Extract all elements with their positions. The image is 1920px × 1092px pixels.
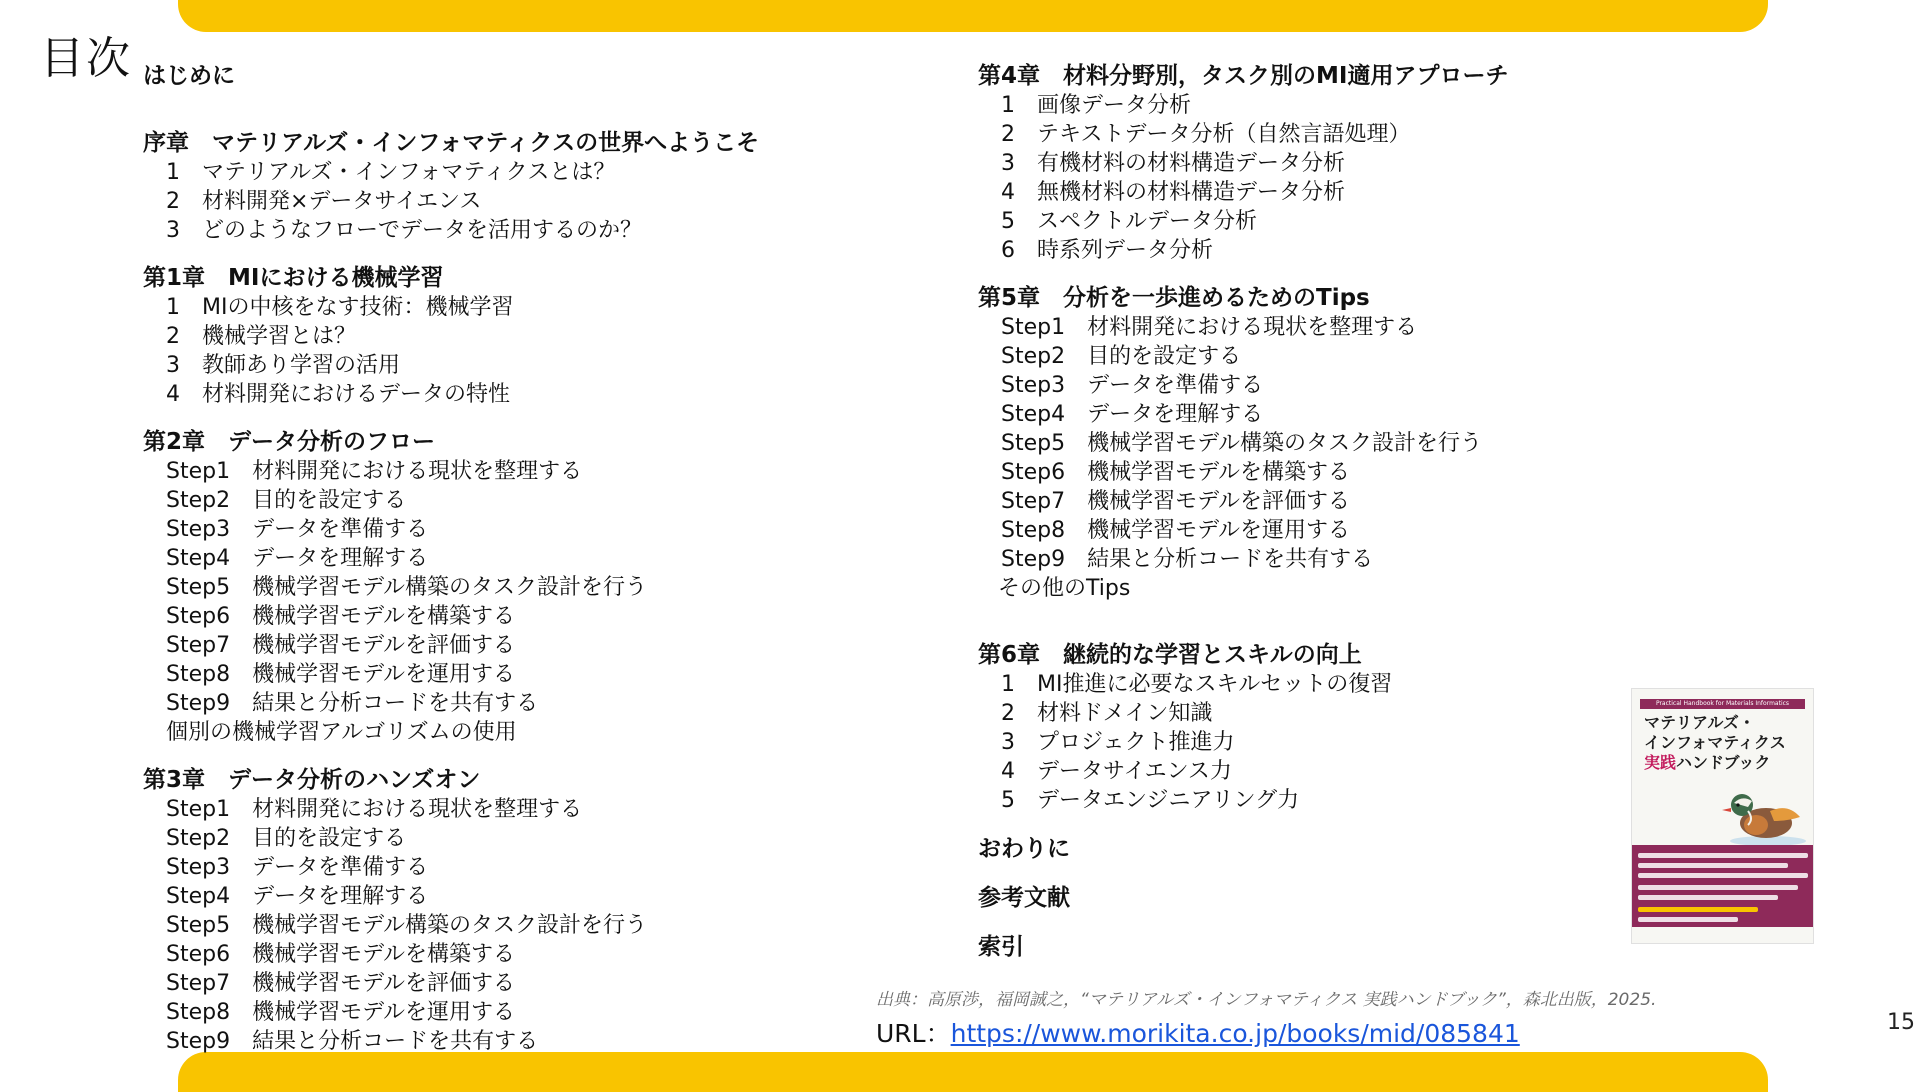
toc-item: Step5 機械学習モデル構築のタスク設計を行う — [166, 575, 647, 600]
toc-item: Step2 目的を設定する — [1001, 344, 1242, 369]
toc-item: 1 MI推進に必要なスキルセットの復習 — [1001, 672, 1393, 697]
toc-item: Step5 機械学習モデル構築のタスク設計を行う — [166, 913, 647, 938]
toc-item: 2 機械学習とは？ — [166, 324, 356, 349]
toc-item: Step7 機械学習モデルを評価する — [166, 633, 515, 658]
toc-item: Step4 データを理解する — [1001, 402, 1264, 427]
chapter-title-prologue: 序章 マテリアルズ・インフォマティクスの世界へようこそ — [143, 130, 760, 156]
chapter-title-2: 第2章 データ分析のフロー — [143, 429, 436, 455]
toc-item: Step6 機械学習モデルを構築する — [1001, 460, 1350, 485]
toc-item: 4 材料開発におけるデータの特性 — [166, 382, 510, 407]
toc-references: 参考文献 — [978, 885, 1070, 911]
chapter-title-3: 第3章 データ分析のハンズオン — [143, 767, 481, 793]
toc-item: Step6 機械学習モデルを構築する — [166, 942, 515, 967]
toc-item: Step5 機械学習モデル構築のタスク設計を行う — [1001, 431, 1482, 456]
toc-item: Step9 結果と分析コードを共有する — [166, 691, 539, 716]
toc-item: Step6 機械学習モデルを構築する — [166, 604, 515, 629]
toc-item: 5 データエンジニアリング力 — [1001, 788, 1300, 813]
book-title-accent: 実践 — [1644, 753, 1677, 772]
toc-left-column — [143, 62, 903, 1056]
toc-item: Step8 機械学習モデルを運用する — [166, 662, 515, 687]
toc-item: Step2 目的を設定する — [166, 826, 407, 851]
page-number: 15 — [1887, 1010, 1915, 1035]
toc-item: 1 MIの中核をなす技術：機械学習 — [166, 295, 514, 320]
toc-item: 個別の機械学習アルゴリズムの使用 — [166, 720, 517, 745]
toc-item: Step3 データを準備する — [166, 855, 429, 880]
top-accent-bar — [178, 0, 1768, 32]
toc-item: 3 プロジェクト推進力 — [1001, 730, 1235, 755]
citation-text: 出典：高原渉，福岡誠之，“マテリアルズ・インフォマティクス 実践ハンドブック”，森北出版，2025. — [876, 990, 1657, 1010]
toc-item: 4 データサイエンス力 — [1001, 759, 1232, 784]
toc-item: その他のTips — [998, 576, 1131, 601]
toc-item: 1 画像データ分析 — [1001, 93, 1191, 118]
chapter-title-4: 第4章 材料分野別，タスク別のMI適用アプローチ — [978, 63, 1509, 89]
slide-title: 目次 — [40, 33, 132, 84]
toc-item: Step7 機械学習モデルを評価する — [166, 971, 515, 996]
toc-item: Step2 目的を設定する — [166, 488, 407, 513]
toc-item: 1 マテリアルズ・インフォマティクスとは？ — [166, 160, 616, 185]
toc-index: 索引 — [978, 934, 1024, 960]
toc-intro: はじめに — [143, 63, 235, 89]
toc-item: Step3 データを準備する — [166, 517, 429, 542]
toc-item: 2 材料開発×データサイエンス — [166, 189, 482, 214]
book-cover-band: Practical Handbook for Materials Informatics — [1640, 699, 1805, 709]
book-cover-description-panel — [1632, 845, 1813, 927]
toc-item: Step8 機械学習モデルを運用する — [166, 1000, 515, 1025]
toc-item: Step4 データを理解する — [166, 546, 429, 571]
toc-item: Step9 結果と分析コードを共有する — [1001, 547, 1374, 572]
book-title-line3 — [1644, 753, 1809, 773]
bottom-accent-bar — [178, 1052, 1768, 1092]
toc-item: 5 スペクトルデータ分析 — [1001, 209, 1257, 234]
toc-item: Step1 材料開発における現状を整理する — [1001, 315, 1418, 340]
book-url-link[interactable]: https://www.morikita.co.jp/books/mid/085841 — [950, 1019, 1520, 1048]
book-title-line2: インフォマティクス — [1644, 733, 1786, 752]
toc-item: 6 時系列データ分析 — [1001, 238, 1213, 263]
toc-item: Step4 データを理解する — [166, 884, 429, 909]
toc-item: Step1 材料開発における現状を整理する — [166, 459, 583, 484]
toc-item: Step7 機械学習モデルを評価する — [1001, 489, 1350, 514]
chapter-title-5: 第5章 分析を一歩進めるためのTips — [978, 285, 1370, 311]
toc-item: Step3 データを準備する — [1001, 373, 1264, 398]
toc-item: 2 材料ドメイン知識 — [1001, 701, 1213, 726]
book-cover-title — [1644, 713, 1809, 773]
chapter-title-6: 第6章 継続的な学習とスキルの向上 — [978, 642, 1362, 668]
toc-item: 3 有機材料の材料構造データ分析 — [1001, 151, 1345, 176]
mandarin-duck-illustration — [1708, 781, 1808, 847]
toc-item: Step1 材料開発における現状を整理する — [166, 797, 583, 822]
chapter-title-1: 第1章 MIにおける機械学習 — [143, 265, 444, 291]
toc-item: 3 どのようなフローでデータを活用するのか？ — [166, 218, 642, 243]
citation-url-row — [876, 1014, 1520, 1050]
toc-item: Step8 機械学習モデルを運用する — [1001, 518, 1350, 543]
book-title-line1: マテリアルズ・ — [1644, 713, 1755, 732]
toc-item: Step9 結果と分析コードを共有する — [166, 1029, 539, 1054]
book-cover-image — [1632, 689, 1813, 943]
book-title-line3-rest: ハンドブック — [1676, 753, 1771, 772]
toc-item: 4 無機材料の材料構造データ分析 — [1001, 180, 1345, 205]
toc-item: 3 教師あり学習の活用 — [166, 353, 400, 378]
url-label: URL： — [876, 1019, 951, 1048]
toc-closing: おわりに — [978, 836, 1070, 862]
toc-item: 2 テキストデータ分析（自然言語処理） — [1001, 122, 1411, 147]
